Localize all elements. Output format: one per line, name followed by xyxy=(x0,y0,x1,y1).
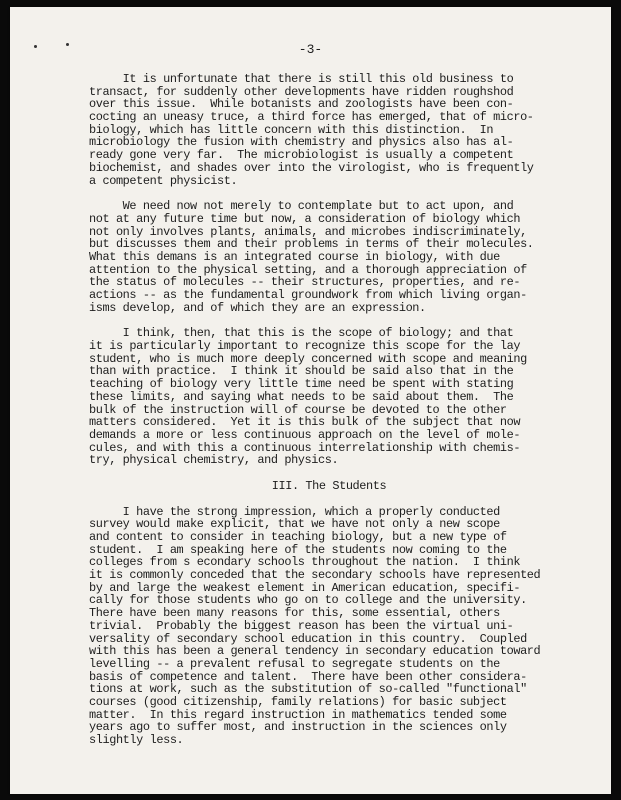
text-line: teaching of biology very little time need be spent with stating xyxy=(89,377,514,392)
paragraph-4 xyxy=(89,506,569,747)
text-line: not only involves plants, animals, and microbes indiscriminately, xyxy=(89,224,527,239)
document-page xyxy=(10,7,611,794)
text-line: the status of molecules -- their structures, properties, and re- xyxy=(89,275,521,290)
text-line: it is particularly important to recognize this scope for the lay xyxy=(89,339,521,354)
paragraph-3 xyxy=(89,327,569,467)
text-line: over this issue. While botanists and zoologists have been con- xyxy=(89,97,514,112)
text-line: tions at work, such as the substitution of so-called "functional" xyxy=(89,682,527,697)
text-line: with this has been a general tendency in secondary education toward xyxy=(89,644,541,659)
text-line: demands a more or less continuous approach on the level of mole- xyxy=(89,427,521,442)
text-line: cocting an uneasy truce, a third force has emerged, that of micro- xyxy=(89,110,534,125)
text-line: matters considered. Yet it is this bulk of the subject that now xyxy=(89,415,521,430)
text-line: not at any future time but now, a consideration of biology which xyxy=(89,211,521,226)
text-line: survey would make explicit, that we have not only a new scope xyxy=(89,517,500,532)
paragraph-2 xyxy=(89,200,569,314)
text-line: transact, for suddenly other developments have ridden roughshod xyxy=(89,84,514,99)
section-heading: III. The Students xyxy=(271,478,387,493)
text-line: biochemist, and shades over into the virologist, who is frequently xyxy=(89,160,534,175)
text-line: isms develop, and of which they are an expression. xyxy=(89,300,426,315)
text-line: There have been many reasons for this, some essential, others xyxy=(89,606,500,621)
paragraph-1 xyxy=(89,73,569,187)
text-line: ready gone very far. The microbiologist is usually a competent xyxy=(89,148,514,163)
text-line: cally for those students who go on to college and the university. xyxy=(89,593,527,608)
text-line: cules, and with this a continuous interrelationship with chemis- xyxy=(89,440,521,455)
text-line: try, physical chemistry, and physics. xyxy=(89,453,339,468)
text-line: actions -- as the fundamental groundwork from which living organ- xyxy=(89,288,527,302)
text-line: trivial. Probably the biggest reason has been the virtual uni- xyxy=(89,618,514,633)
text-line: I have the strong impression, which a properly conducted xyxy=(89,504,500,519)
text-line: a competent physicist. xyxy=(89,173,238,188)
text-line: student, who is much more deeply concerned with scope and meaning xyxy=(89,351,527,366)
text-line: it is commonly conceded that the secondary schools have represented xyxy=(89,568,541,583)
text-line: bulk of the instruction will of course be devoted to the other xyxy=(89,402,507,417)
text-line: and content to consider in teaching biology, but a new type of xyxy=(89,530,507,545)
text-line: colleges from s econdary schools throughout the nation. I think xyxy=(89,555,521,570)
text-line: I think, then, that this is the scope of biology; and that xyxy=(89,326,514,341)
page-number: -3- xyxy=(298,42,323,57)
text-line: these limits, and saying what needs to be said about them. The xyxy=(89,389,514,404)
text-line: attention to the physical setting, and a thorough appreciation of xyxy=(89,262,527,277)
text-line: student. I am speaking here of the students now coming to the xyxy=(89,542,507,557)
text-line: than with practice. I think it should be said also that in the xyxy=(89,364,514,379)
text-line: It is unfortunate that there is still this old business to xyxy=(89,72,514,86)
text-line: microbiology the fusion with chemistry and physics also has al- xyxy=(89,135,514,150)
text-line: by and large the weakest element in American education, specifi- xyxy=(89,580,521,595)
text-line: biology, which has little concern with this distinction. In xyxy=(89,122,494,137)
text-line: but discusses them and their problems in terms of their molecules. xyxy=(89,237,534,252)
text-line: courses (good citizenship, family relations) for basic subject xyxy=(89,694,507,709)
text-line: basis of competence and talent. There have been other considera- xyxy=(89,669,527,684)
text-line: What this demans is an integrated course in biology, with due xyxy=(89,249,500,264)
document-body xyxy=(89,73,569,760)
text-line: levelling -- a prevalent refusal to segregate students on the xyxy=(89,656,500,671)
text-line: versality of secondary school education in this country. Coupled xyxy=(89,631,527,646)
text-line: matter. In this regard instruction in mathematics tended some xyxy=(89,707,507,722)
text-line: We need now not merely to contemplate but to act upon, and xyxy=(89,199,514,214)
text-line: slightly less. xyxy=(89,733,184,748)
text-line: years ago to suffer most, and instruction in the sciences only xyxy=(89,720,507,735)
